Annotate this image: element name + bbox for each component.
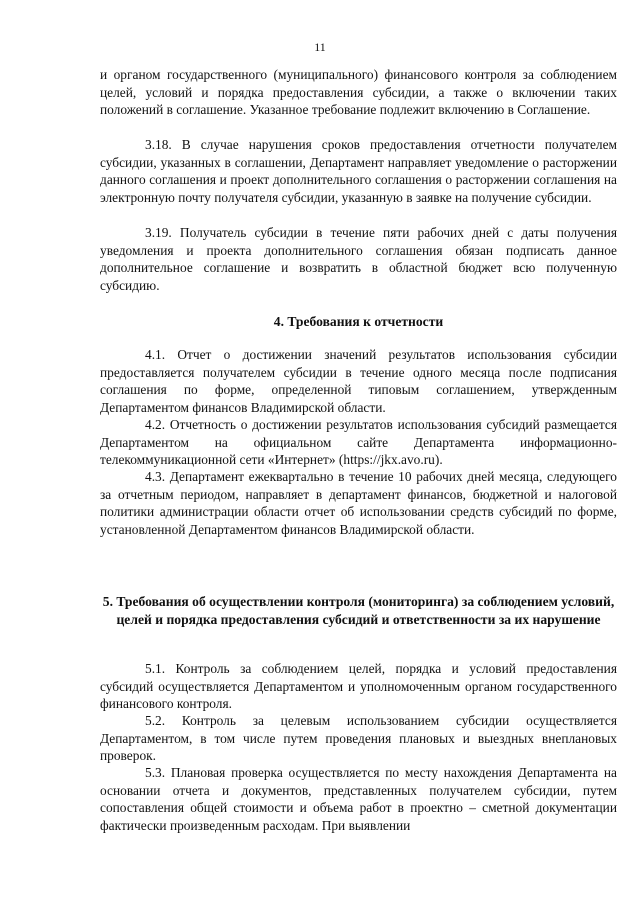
paragraph-3-18: 3.18. В случае нарушения сроков предоставления отчетности получателем субсидии, указанных в соглашении, Департамент направляет уведомление о расторжении данного соглашения и проект дополнительного соглашения о расторжении соглашения на электронную почту получателя субсидии, указанную в заявке на получение субсидии. bbox=[100, 137, 617, 205]
section-4-heading: 4. Требования к отчетности bbox=[273, 314, 444, 329]
paragraph-5-2: 5.2. Контроль за целевым использованием субсидии осуществляется Департаментом, в том числе путем проведения плановых и выездных внеплановых проверок. bbox=[100, 713, 617, 763]
paragraph-5-1: 5.1. Контроль за соблюдением целей, порядка и условий предоставления субсидий осуществляется Департаментом и уполномоченным органом государственного финансового контроля. bbox=[100, 661, 617, 711]
section-5-heading: 5. Требования об осуществлении контроля (мониторинга) за соблюдением условий, целей и порядка предоставления субсидий и ответственности за их нарушение bbox=[102, 594, 615, 627]
paragraph-4-2: 4.2. Отчетность о достижении результатов использования субсидий размещается Департаментом на официальном сайте Департамента информационно-телекоммуникационной сети «Интернет» (https://jkx.avo.ru). bbox=[100, 417, 617, 467]
paragraph-3-17-continuation: и органом государственного (муниципального) финансового контроля за соблюдением целей, условий и порядка предоставления субсидии, а также о включении таких положений в соглашение. Указанное требование подлежит включению в Соглашение. bbox=[100, 67, 617, 117]
paragraph-4-3: 4.3. Департамент ежеквартально в течение 10 рабочих дней месяца, следующего за отчетным периодом, направляет в департамент финансов, бюджетной и налоговой политики администрации области отчет об использовании средств субсидий по форме, установленной Департаментом финансов Владимирской области. bbox=[100, 469, 617, 537]
paragraph-5-3: 5.3. Плановая проверка осуществляется по месту нахождения Департамента на основании отчета и документов, представленных получателем субсидии, путем сопоставления общей стоимости и объема работ в проектно – сметной документации фактически произведенным расходам. При выявлении bbox=[100, 765, 617, 833]
page-number: 11 bbox=[314, 40, 326, 54]
paragraph-3-19: 3.19. Получатель субсидии в течение пяти рабочих дней с даты получения уведомления и проекта дополнительного соглашения обязан подписать данное дополнительное соглашение и возвратить в областной бюджет всю полученную субсидию. bbox=[100, 225, 617, 293]
paragraph-4-1: 4.1. Отчет о достижении значений результатов использования субсидии предоставляется получателем субсидии в течение одного месяца после подписания соглашения по форме, определенной типовым соглашением, утвержденным Департаментом финансов Владимирской области. bbox=[100, 347, 617, 415]
